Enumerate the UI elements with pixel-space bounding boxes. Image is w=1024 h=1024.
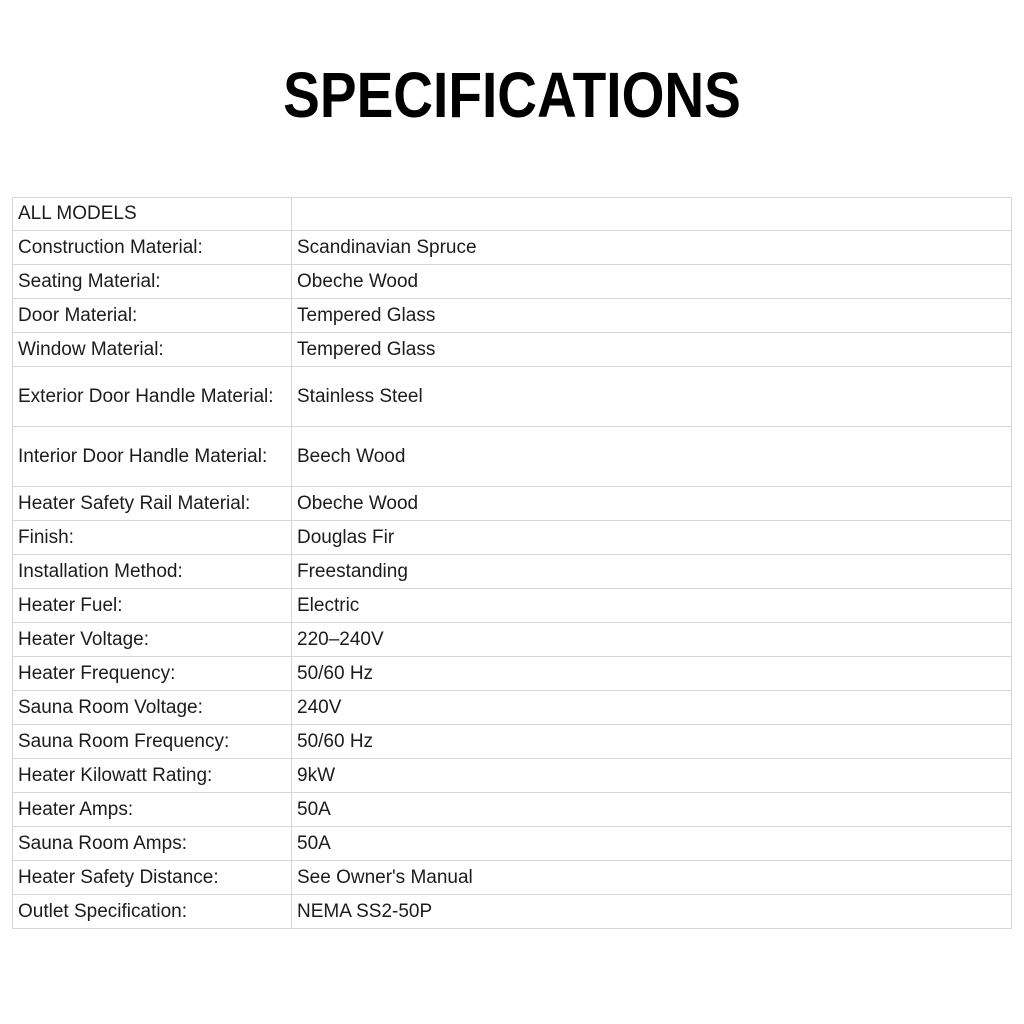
spec-value: Douglas Fir bbox=[292, 521, 1012, 555]
spec-value: Obeche Wood bbox=[292, 487, 1012, 521]
spec-value: 50/60 Hz bbox=[292, 725, 1012, 759]
specifications-table bbox=[12, 197, 1012, 929]
page-title: SPECIFICATIONS bbox=[283, 59, 741, 131]
spec-label: Exterior Door Handle Material: bbox=[13, 367, 292, 427]
spec-value: Stainless Steel bbox=[292, 367, 1012, 427]
table-row bbox=[13, 589, 1012, 623]
spec-value: Scandinavian Spruce bbox=[292, 231, 1012, 265]
spec-label: Heater Fuel: bbox=[13, 589, 292, 623]
table-header-row bbox=[13, 198, 1012, 231]
spec-value: Tempered Glass bbox=[292, 299, 1012, 333]
table-row bbox=[13, 427, 1012, 487]
table-row bbox=[13, 827, 1012, 861]
spec-label: Construction Material: bbox=[13, 231, 292, 265]
spec-value: Tempered Glass bbox=[292, 333, 1012, 367]
table-row bbox=[13, 725, 1012, 759]
spec-label: Heater Safety Rail Material: bbox=[13, 487, 292, 521]
spec-label: Seating Material: bbox=[13, 265, 292, 299]
spec-value: See Owner's Manual bbox=[292, 861, 1012, 895]
spec-label: Door Material: bbox=[13, 299, 292, 333]
spec-value: 50/60 Hz bbox=[292, 657, 1012, 691]
table-row bbox=[13, 759, 1012, 793]
spec-value: Obeche Wood bbox=[292, 265, 1012, 299]
spec-value: Freestanding bbox=[292, 555, 1012, 589]
spec-label: Heater Amps: bbox=[13, 793, 292, 827]
table-row bbox=[13, 623, 1012, 657]
table-row bbox=[13, 487, 1012, 521]
spec-label: Window Material: bbox=[13, 333, 292, 367]
spec-label: Outlet Specification: bbox=[13, 895, 292, 929]
table-row bbox=[13, 793, 1012, 827]
spec-value: 50A bbox=[292, 827, 1012, 861]
spec-value: 50A bbox=[292, 793, 1012, 827]
table-row bbox=[13, 265, 1012, 299]
spec-label: Sauna Room Frequency: bbox=[13, 725, 292, 759]
table-row bbox=[13, 895, 1012, 929]
table-row bbox=[13, 299, 1012, 333]
spec-value: Beech Wood bbox=[292, 427, 1012, 487]
table-row bbox=[13, 555, 1012, 589]
spec-value: NEMA SS2-50P bbox=[292, 895, 1012, 929]
spec-value: 220–240V bbox=[292, 623, 1012, 657]
table-row bbox=[13, 231, 1012, 265]
table-row bbox=[13, 521, 1012, 555]
spec-label: Heater Frequency: bbox=[13, 657, 292, 691]
table-header-label: ALL MODELS bbox=[13, 198, 292, 231]
spec-label: Interior Door Handle Material: bbox=[13, 427, 292, 487]
table-row bbox=[13, 861, 1012, 895]
spec-label: Heater Safety Distance: bbox=[13, 861, 292, 895]
spec-label: Sauna Room Voltage: bbox=[13, 691, 292, 725]
spec-label: Heater Kilowatt Rating: bbox=[13, 759, 292, 793]
spec-value: 240V bbox=[292, 691, 1012, 725]
spec-label: Sauna Room Amps: bbox=[13, 827, 292, 861]
spec-label: Finish: bbox=[13, 521, 292, 555]
table-row bbox=[13, 333, 1012, 367]
table-row bbox=[13, 367, 1012, 427]
table-header-value bbox=[292, 198, 1012, 231]
spec-value: 9kW bbox=[292, 759, 1012, 793]
spec-label: Heater Voltage: bbox=[13, 623, 292, 657]
spec-label: Installation Method: bbox=[13, 555, 292, 589]
table-row bbox=[13, 691, 1012, 725]
table-row bbox=[13, 657, 1012, 691]
spec-value: Electric bbox=[292, 589, 1012, 623]
